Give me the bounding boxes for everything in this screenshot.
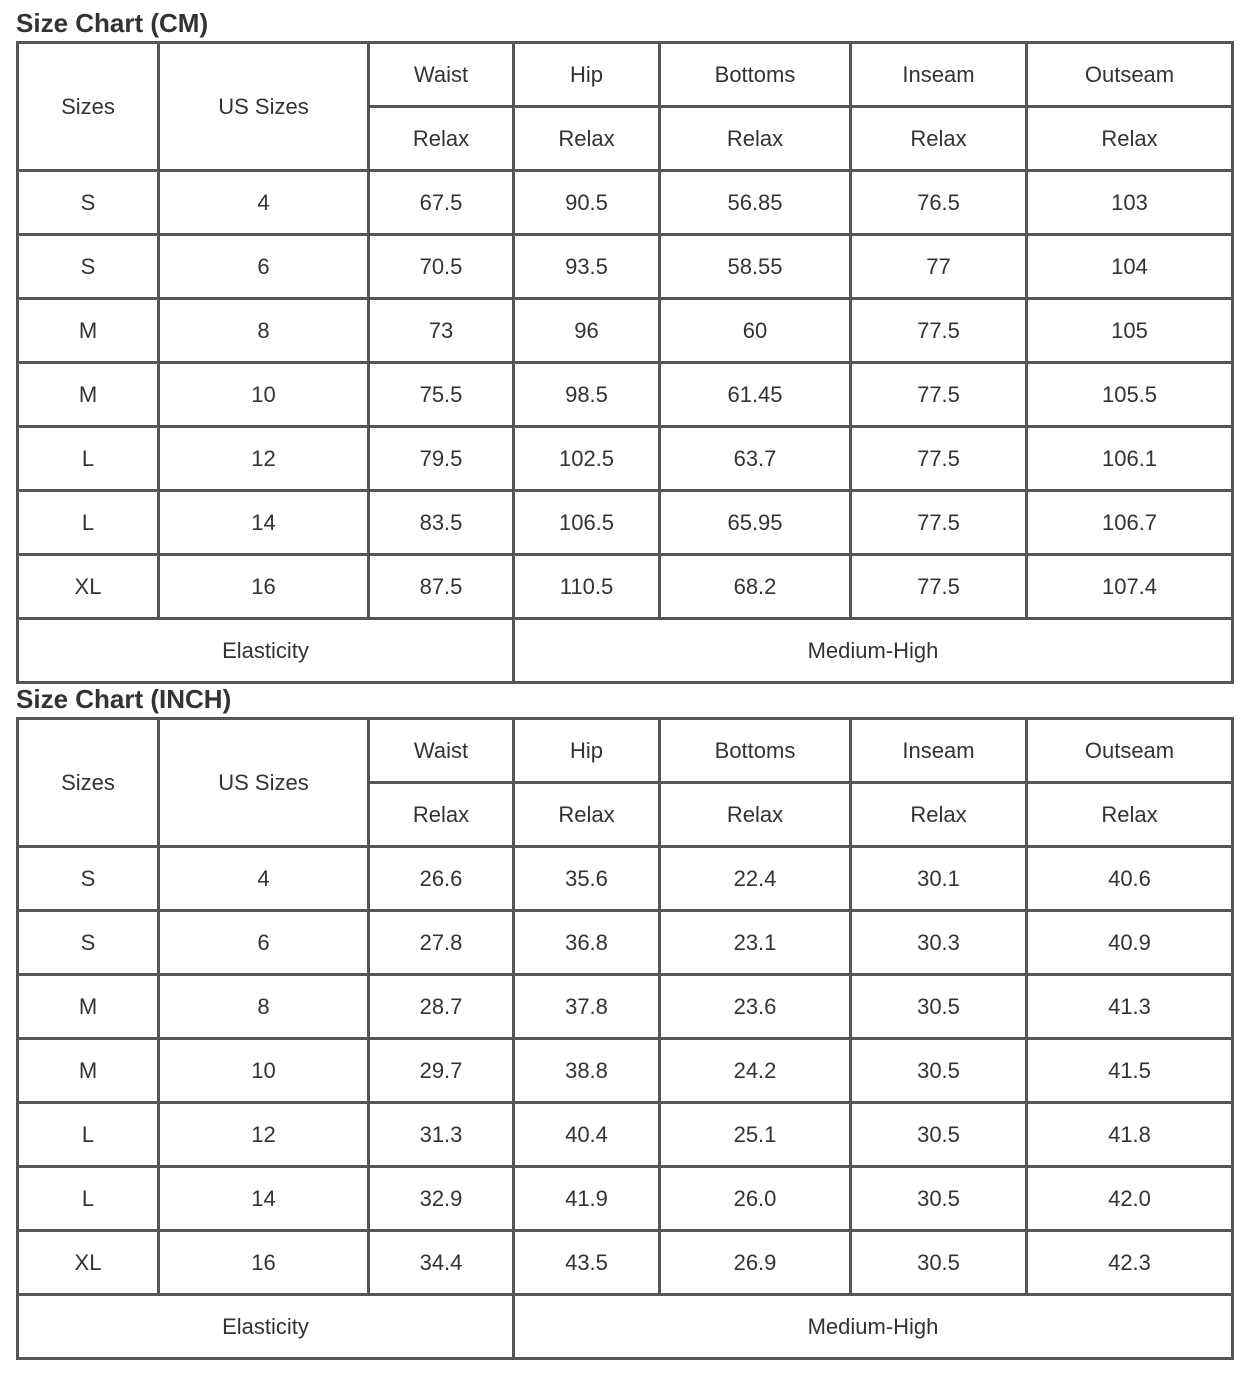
header-waist: Waist: [370, 44, 515, 108]
table-row: [19, 556, 1234, 620]
subheader-cell: Relax: [852, 784, 1028, 848]
table-cell: 26.9: [661, 1232, 852, 1296]
header-outseam: Outseam: [1028, 44, 1234, 108]
table-cell: 77: [852, 236, 1028, 300]
table-cell: 31.3: [370, 1104, 515, 1168]
table-cell: 107.4: [1028, 556, 1234, 620]
subheader-cell: Relax: [515, 108, 661, 172]
header-hip: Hip: [515, 720, 661, 784]
size-chart-cm-table: [16, 41, 1234, 684]
table-cell: 22.4: [661, 848, 852, 912]
table-row: [19, 1040, 1234, 1104]
header-inseam: Inseam: [852, 44, 1028, 108]
elasticity-label: Elasticity: [19, 620, 515, 684]
table-cell: 90.5: [515, 172, 661, 236]
elasticity-value: Medium-High: [515, 1296, 1234, 1360]
table-cell: 106.7: [1028, 492, 1234, 556]
table-cell: 23.1: [661, 912, 852, 976]
table-cell: 41.3: [1028, 976, 1234, 1040]
table-cell: M: [19, 976, 160, 1040]
table-cell: 14: [160, 492, 370, 556]
table-cell: 67.5: [370, 172, 515, 236]
table-cell: S: [19, 848, 160, 912]
table-cell: 25.1: [661, 1104, 852, 1168]
table-cell: 30.5: [852, 1040, 1028, 1104]
subheader-cell: Relax: [370, 784, 515, 848]
table-row: [19, 1168, 1234, 1232]
table-cell: 68.2: [661, 556, 852, 620]
table-cell: 110.5: [515, 556, 661, 620]
table-cell: L: [19, 1104, 160, 1168]
table-cell: 79.5: [370, 428, 515, 492]
table-cell: 98.5: [515, 364, 661, 428]
header-inseam: Inseam: [852, 720, 1028, 784]
table-row: [19, 428, 1234, 492]
table-cell: 105.5: [1028, 364, 1234, 428]
table-cell: 96: [515, 300, 661, 364]
elasticity-value: Medium-High: [515, 620, 1234, 684]
table-cell: M: [19, 364, 160, 428]
table-cell: 77.5: [852, 428, 1028, 492]
table-cell: 35.6: [515, 848, 661, 912]
table-cell: 8: [160, 300, 370, 364]
size-chart-cm-title: Size Chart (CM): [16, 8, 209, 38]
table-cell: 12: [160, 1104, 370, 1168]
table-cell: 30.1: [852, 848, 1028, 912]
table-cell: 43.5: [515, 1232, 661, 1296]
table-cell: 34.4: [370, 1232, 515, 1296]
table-cell: 56.85: [661, 172, 852, 236]
subheader-cell: Relax: [370, 108, 515, 172]
table-cell: XL: [19, 556, 160, 620]
table-cell: 70.5: [370, 236, 515, 300]
table-row: [19, 236, 1234, 300]
table-cell: 42.3: [1028, 1232, 1234, 1296]
table-cell: 106.5: [515, 492, 661, 556]
table-row: [19, 492, 1234, 556]
table-row: [19, 300, 1234, 364]
table-cell: 63.7: [661, 428, 852, 492]
table-cell: 40.9: [1028, 912, 1234, 976]
table-cell: 61.45: [661, 364, 852, 428]
table-cell: 77.5: [852, 556, 1028, 620]
table-row: [19, 1232, 1234, 1296]
header-row: [19, 720, 1234, 784]
table-cell: S: [19, 236, 160, 300]
size-chart-inch-title: Size Chart (INCH): [16, 684, 232, 714]
table-cell: 41.5: [1028, 1040, 1234, 1104]
table-cell: 30.5: [852, 1232, 1028, 1296]
table-cell: L: [19, 492, 160, 556]
table-cell: 36.8: [515, 912, 661, 976]
header-us-sizes: US Sizes: [160, 720, 370, 848]
table-cell: 75.5: [370, 364, 515, 428]
table-cell: 103: [1028, 172, 1234, 236]
table-cell: 60: [661, 300, 852, 364]
table-cell: 106.1: [1028, 428, 1234, 492]
table-cell: 6: [160, 236, 370, 300]
table-cell: 30.5: [852, 1168, 1028, 1232]
table-cell: 83.5: [370, 492, 515, 556]
table-cell: XL: [19, 1232, 160, 1296]
header-sizes: Sizes: [19, 720, 160, 848]
table-cell: 41.9: [515, 1168, 661, 1232]
elasticity-row: [19, 620, 1234, 684]
table-cell: 38.8: [515, 1040, 661, 1104]
table-cell: 37.8: [515, 976, 661, 1040]
table-cell: 105: [1028, 300, 1234, 364]
size-chart-inch-table: [16, 717, 1234, 1360]
table-cell: 77.5: [852, 364, 1028, 428]
table-cell: 16: [160, 556, 370, 620]
table-cell: 27.8: [370, 912, 515, 976]
table-cell: 16: [160, 1232, 370, 1296]
header-waist: Waist: [370, 720, 515, 784]
table-cell: 4: [160, 172, 370, 236]
header-row: [19, 44, 1234, 108]
table-cell: 40.6: [1028, 848, 1234, 912]
table-cell: L: [19, 428, 160, 492]
table-cell: 87.5: [370, 556, 515, 620]
table-cell: M: [19, 1040, 160, 1104]
table-cell: 30.3: [852, 912, 1028, 976]
table-cell: S: [19, 912, 160, 976]
table-cell: 10: [160, 1040, 370, 1104]
table-cell: 76.5: [852, 172, 1028, 236]
table-row: [19, 848, 1234, 912]
header-bottoms: Bottoms: [661, 720, 852, 784]
table-cell: 10: [160, 364, 370, 428]
table-cell: 30.5: [852, 1104, 1028, 1168]
elasticity-label: Elasticity: [19, 1296, 515, 1360]
table-cell: 42.0: [1028, 1168, 1234, 1232]
subheader-cell: Relax: [661, 784, 852, 848]
table-row: [19, 364, 1234, 428]
table-cell: 65.95: [661, 492, 852, 556]
header-hip: Hip: [515, 44, 661, 108]
table-cell: 41.8: [1028, 1104, 1234, 1168]
table-row: [19, 976, 1234, 1040]
table-cell: 93.5: [515, 236, 661, 300]
table-row: [19, 172, 1234, 236]
table-cell: 12: [160, 428, 370, 492]
header-bottoms: Bottoms: [661, 44, 852, 108]
table-cell: 73: [370, 300, 515, 364]
table-cell: S: [19, 172, 160, 236]
header-us-sizes: US Sizes: [160, 44, 370, 172]
table-cell: 40.4: [515, 1104, 661, 1168]
subheader-cell: Relax: [1028, 108, 1234, 172]
table-cell: 23.6: [661, 976, 852, 1040]
table-cell: 77.5: [852, 300, 1028, 364]
table-cell: 30.5: [852, 976, 1028, 1040]
table-cell: 29.7: [370, 1040, 515, 1104]
subheader-cell: Relax: [661, 108, 852, 172]
subheader-cell: Relax: [852, 108, 1028, 172]
table-cell: 28.7: [370, 976, 515, 1040]
table-cell: 77.5: [852, 492, 1028, 556]
table-cell: L: [19, 1168, 160, 1232]
header-sizes: Sizes: [19, 44, 160, 172]
table-cell: 26.6: [370, 848, 515, 912]
elasticity-row: [19, 1296, 1234, 1360]
table-cell: 8: [160, 976, 370, 1040]
table-row: [19, 912, 1234, 976]
table-cell: 6: [160, 912, 370, 976]
subheader-cell: Relax: [1028, 784, 1234, 848]
header-outseam: Outseam: [1028, 720, 1234, 784]
table-cell: 26.0: [661, 1168, 852, 1232]
table-cell: 58.55: [661, 236, 852, 300]
table-cell: 32.9: [370, 1168, 515, 1232]
table-cell: 104: [1028, 236, 1234, 300]
table-row: [19, 1104, 1234, 1168]
table-cell: 24.2: [661, 1040, 852, 1104]
table-cell: 14: [160, 1168, 370, 1232]
subheader-cell: Relax: [515, 784, 661, 848]
table-cell: 4: [160, 848, 370, 912]
table-cell: 102.5: [515, 428, 661, 492]
table-cell: M: [19, 300, 160, 364]
